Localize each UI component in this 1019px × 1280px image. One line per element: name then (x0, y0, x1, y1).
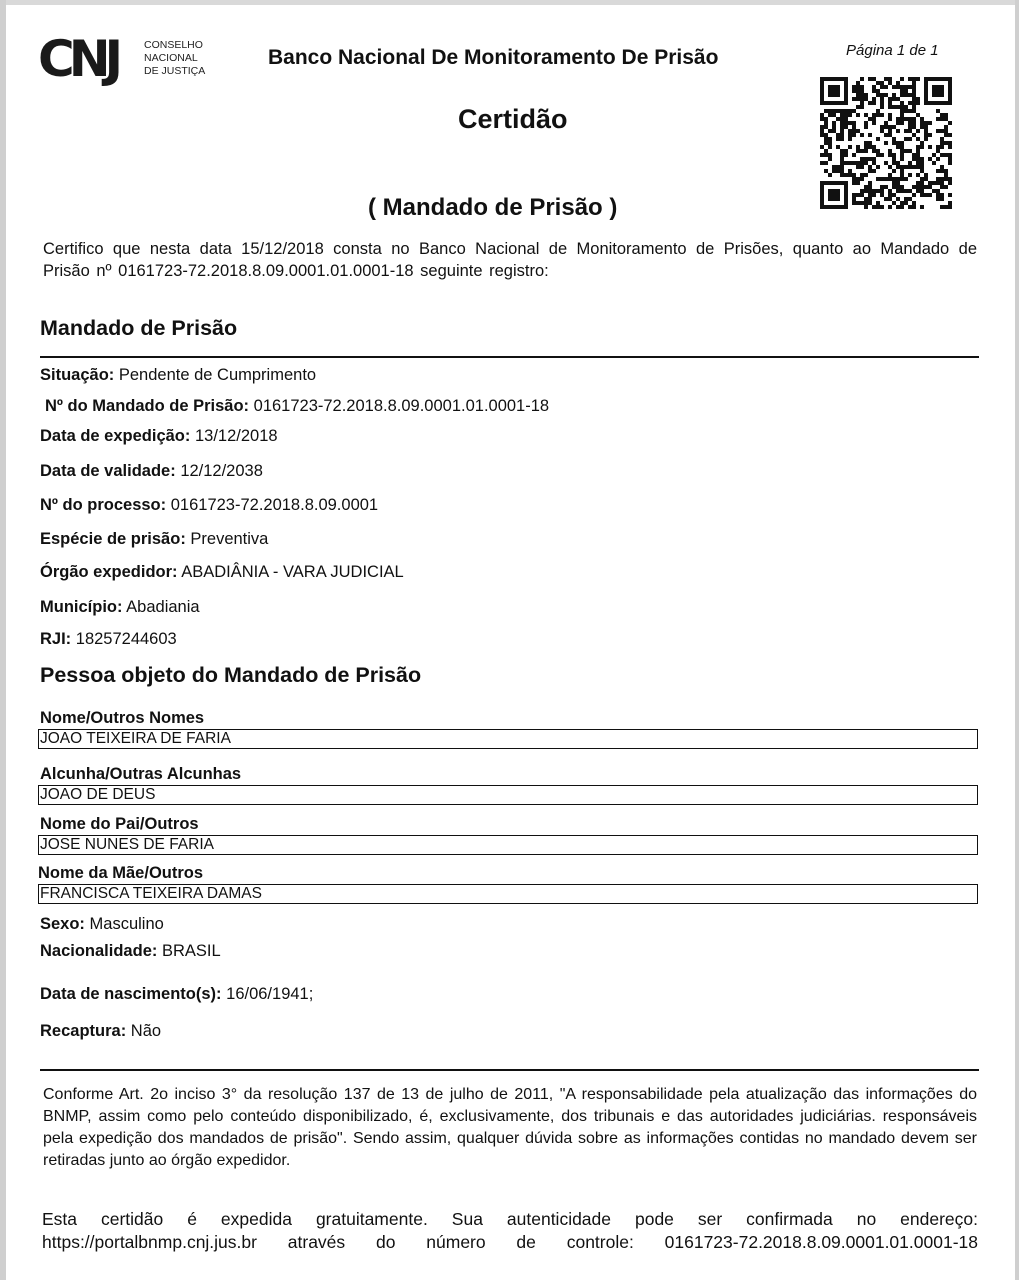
field-label: Data de expedição: (40, 427, 191, 445)
field-label: Espécie de prisão: (40, 530, 186, 548)
field-numero-processo (40, 496, 378, 515)
field-label: Sexo: (40, 915, 85, 933)
field-label: Recaptura: (40, 1022, 127, 1040)
box-label-mae: Nome da Mãe/Outros (38, 864, 204, 882)
cnj-logo-mark: CNJ (38, 30, 118, 88)
box-pai: JOSE NUNES DE FARIA (38, 835, 978, 855)
box-alcunha: JOAO DE DEUS (38, 785, 978, 805)
field-value: 0161723-72.2018.8.09.0001.01.0001-18 (253, 397, 550, 415)
section-divider (40, 356, 979, 358)
cnj-logo-line-2: NACIONAL (144, 52, 198, 64)
field-data-expedicao (40, 427, 278, 446)
field-value: 13/12/2018 (194, 427, 278, 445)
box-label-pai: Nome do Pai/Outros (40, 815, 199, 833)
cnj-logo-line-3: DE JUSTIÇA (144, 65, 206, 77)
field-orgao-expedidor (40, 563, 404, 582)
box-mae: FRANCISCA TEIXEIRA DAMAS (38, 884, 978, 904)
field-label: Nacionalidade: (40, 942, 158, 960)
field-value: Preventiva (190, 530, 269, 548)
field-value: Pendente de Cumprimento (118, 366, 317, 384)
field-label: Data de validade: (40, 462, 176, 480)
field-data-nascimento (40, 985, 313, 1004)
box-label-alcunha: Alcunha/Outras Alcunhas (40, 765, 242, 783)
document-subtitle: ( Mandado de Prisão ) (368, 194, 618, 221)
warrant-section-title: Mandado de Prisão (40, 316, 238, 340)
legal-disclaimer: Conforme Art. 2o inciso 3° da resolução 137 de 13 de julho de 2011, "A responsabilidade pela atualização das informações do BNMP, assim como pelo conteúdo disponibilizado, é, exclusivamente, dos tribunais e das autoridades judiciárias. responsáveis pela expedição dos mandados de prisão". Sendo assim, qualquer dúvida sobre as informações contidas no mandado devem ser retiradas junto ao órgão expedidor. (43, 1086, 977, 1169)
page-number: Página 1 de 1 (846, 42, 939, 59)
field-sexo (40, 915, 164, 934)
page-edge-left (0, 0, 6, 1280)
document-title: Certidão (458, 104, 568, 134)
field-label: Data de nascimento(s): (40, 985, 222, 1003)
field-recaptura (40, 1022, 161, 1041)
field-value: Masculino (89, 915, 164, 933)
box-nome: JOAO TEIXEIRA DE FARIA (38, 729, 978, 749)
field-label: Nº do Mandado de Prisão: (45, 397, 250, 415)
qr-code (820, 77, 952, 209)
cnj-logo (38, 30, 218, 88)
field-nacionalidade (40, 942, 221, 961)
field-especie-prisao (40, 530, 268, 549)
field-value: 18257244603 (75, 630, 177, 648)
certification-intro: Certifico que nesta data 15/12/2018 consta no Banco Nacional de Monitoramento de Prisões, quanto ao Mandado de Prisão nº 0161723-72.2018.8.09.0001.01.0001-18 seguinte registro: (43, 240, 977, 280)
field-data-validade (40, 462, 263, 481)
field-value: Não (130, 1022, 162, 1040)
cnj-logo-line-1: CONSELHO (144, 39, 203, 51)
field-municipio (40, 598, 200, 617)
field-value: ABADIÂNIA - VARA JUDICIAL (181, 563, 404, 581)
field-value: 16/06/1941; (226, 985, 314, 1003)
field-value: BRASIL (161, 942, 221, 960)
field-value: 12/12/2038 (180, 462, 263, 480)
box-label-nome: Nome/Outros Nomes (40, 709, 205, 727)
field-value: Abadiania (126, 598, 200, 616)
field-label: Órgão expedidor: (40, 563, 178, 581)
field-numero-mandado (45, 397, 549, 416)
field-label: RJI: (40, 630, 72, 648)
field-rji (40, 630, 177, 649)
person-section-title: Pessoa objeto do Mandado de Prisão (40, 663, 422, 687)
bank-title: Banco Nacional De Monitoramento De Prisão (268, 46, 719, 69)
field-label: Município: (40, 598, 123, 616)
page-edge-top (0, 0, 1019, 5)
footer-divider (40, 1069, 979, 1071)
field-value: 0161723-72.2018.8.09.0001 (170, 496, 379, 514)
cnj-logo-text (144, 39, 205, 78)
page-edge-right (1015, 0, 1019, 1280)
field-label: Nº do processo: (40, 496, 167, 514)
authenticity-note: Esta certidão é expedida gratuitamente. Sua autenticidade pode ser confirmada no endereço: https://portalbnmp.cnj.jus.br através do número de controle: 0161723-72.2018.8.09.0001.01.0001-18 (42, 1209, 978, 1252)
field-situacao (40, 366, 316, 385)
field-label: Situação: (40, 366, 115, 384)
